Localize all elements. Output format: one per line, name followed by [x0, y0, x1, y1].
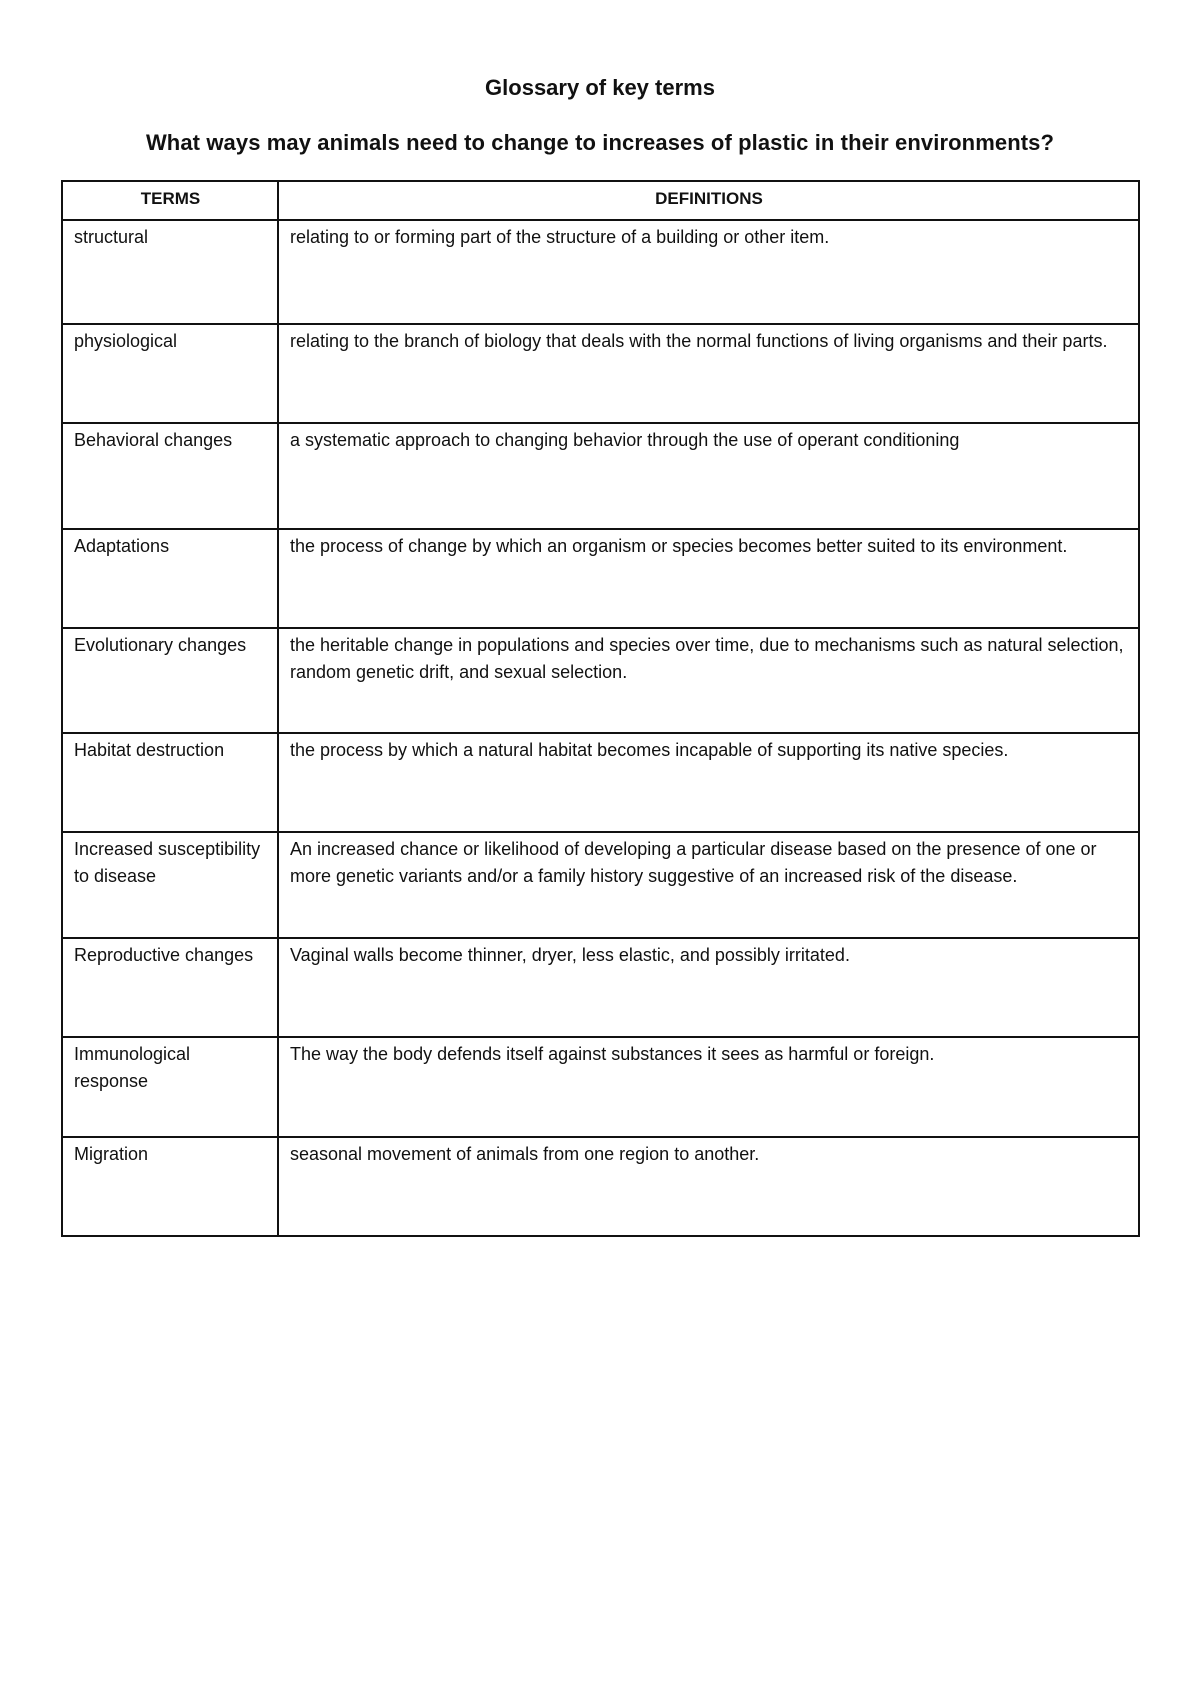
term-cell: structural — [62, 220, 278, 324]
term-cell: Immunological response — [62, 1037, 278, 1137]
definition-cell: An increased chance or likelihood of developing a particular disease based on the presence of one or more genetic variants and/or a family history suggestive of an increased risk of the disease. — [278, 832, 1139, 938]
document-title: Glossary of key terms — [485, 75, 715, 100]
term-cell: Migration — [62, 1137, 278, 1236]
table-row — [62, 938, 1139, 1037]
term-cell: Adaptations — [62, 529, 278, 628]
term-cell: Increased susceptibility to disease — [62, 832, 278, 938]
document-subtitle: What ways may animals need to change to increases of plastic in their environments? — [145, 130, 1055, 155]
definition-cell: the process of change by which an organism or species becomes better suited to its environment. — [278, 529, 1139, 628]
table-header-row — [62, 181, 1139, 220]
table-row — [62, 423, 1139, 529]
glossary-table — [61, 180, 1140, 1237]
table-row — [62, 529, 1139, 628]
table-row — [62, 1137, 1139, 1236]
term-cell: physiological — [62, 324, 278, 423]
table-row — [62, 220, 1139, 324]
table-row — [62, 832, 1139, 938]
definition-cell: relating to the branch of biology that deals with the normal functions of living organisms and their parts. — [278, 324, 1139, 423]
table-row — [62, 324, 1139, 423]
definition-cell: the heritable change in populations and species over time, due to mechanisms such as natural selection, random genetic drift, and sexual selection. — [278, 628, 1139, 733]
definition-cell: seasonal movement of animals from one region to another. — [278, 1137, 1139, 1236]
table-row — [62, 628, 1139, 733]
definition-cell: The way the body defends itself against substances it sees as harmful or foreign. — [278, 1037, 1139, 1137]
term-cell: Behavioral changes — [62, 423, 278, 529]
header-terms: TERMS — [62, 181, 278, 220]
definition-cell: relating to or forming part of the structure of a building or other item. — [278, 220, 1139, 324]
term-cell: Habitat destruction — [62, 733, 278, 832]
definition-cell: the process by which a natural habitat becomes incapable of supporting its native species. — [278, 733, 1139, 832]
term-cell: Evolutionary changes — [62, 628, 278, 733]
header-definitions: DEFINITIONS — [278, 181, 1139, 220]
table-row — [62, 1037, 1139, 1137]
table-row — [62, 733, 1139, 832]
definition-cell: a systematic approach to changing behavior through the use of operant conditioning — [278, 423, 1139, 529]
term-cell: Reproductive changes — [62, 938, 278, 1037]
definition-cell: Vaginal walls become thinner, dryer, less elastic, and possibly irritated. — [278, 938, 1139, 1037]
